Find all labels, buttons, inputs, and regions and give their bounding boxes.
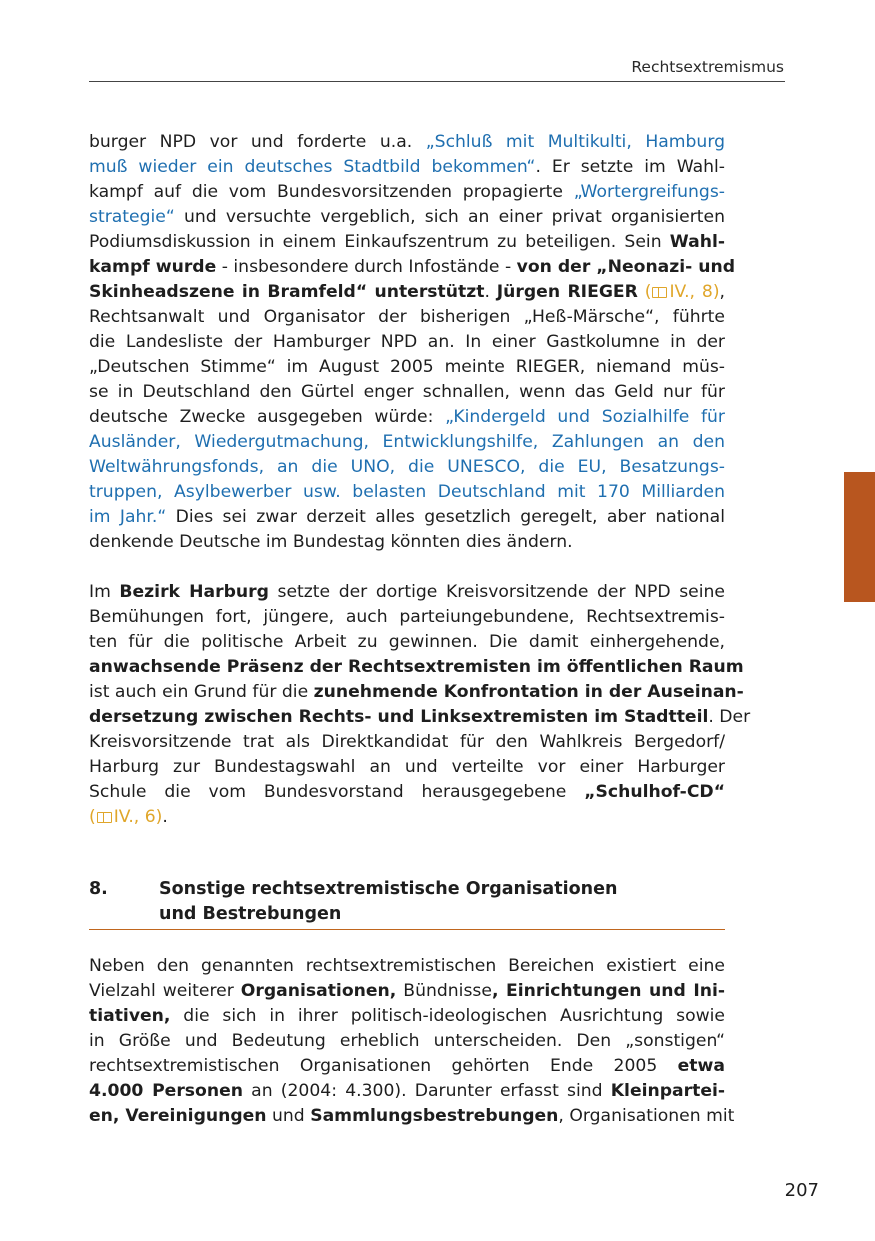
- book-icon: [97, 812, 112, 823]
- text-line: ten für die politische Arbeit zu gewinnen. Die damit einhergehende,: [89, 632, 725, 652]
- paragraph-npd-hamburg: [89, 130, 736, 555]
- quote-line: Ausländer, Wiedergutmachung, Entwicklungshilfe, Zahlungen an den: [89, 432, 725, 452]
- text-line: im Jahr.“ Dies sei zwar derzeit alles gesetzlich geregelt, aber national: [89, 507, 725, 527]
- text-line: Schule die vom Bundesvorstand herausgegebene „Schulhof-CD“: [89, 782, 725, 802]
- text-line: Kreisvorsitzende trat als Direktkandidat für den Wahlkreis Bergedorf/: [89, 732, 725, 752]
- text-line: Vielzahl weiterer Organisationen, Bündnisse, Einrichtungen und Ini-: [89, 981, 725, 1001]
- text-line: kampf wurde - insbesondere durch Infostände - von der „Neonazi- und: [89, 257, 736, 277]
- quote-text: strategie“: [89, 207, 175, 227]
- text-line: ( IV., 6).: [89, 807, 168, 827]
- text-line: 4.000 Personen an (2004: 4.300). Darunter erfasst sind Kleinpartei-: [89, 1081, 726, 1101]
- text-line: burger NPD vor und forderte u.a. „Schluß mit Multikulti, Hamburg: [89, 132, 726, 152]
- chapter-side-tab: [844, 472, 875, 602]
- text-line: muß wieder ein deutsches Stadtbild bekommen“. Er setzte im Wahl-: [89, 157, 725, 177]
- quote-text: im Jahr.“: [89, 507, 167, 527]
- page-number: 207: [784, 1180, 819, 1201]
- cross-reference[interactable]: ( IV., 6): [89, 807, 163, 827]
- quote-text: „Wortergreifungs-: [573, 182, 725, 202]
- text-line: in Größe und Bedeutung erheblich unterscheiden. Den „sonstigen“: [89, 1031, 725, 1051]
- quote-line: Weltwährungsfonds, an die UNO, die UNESCO, die EU, Besatzungs-: [89, 457, 725, 477]
- text-line: kampf auf die vom Bundesvorsitzenden propagierte „Wortergreifungs-: [89, 182, 725, 202]
- text-line: en, Vereinigungen und Sammlungsbestrebungen, Organisationen mit: [89, 1106, 735, 1126]
- text-line: deutsche Zwecke ausgegeben würde: „Kindergeld und Sozialhilfe für: [89, 407, 725, 427]
- text-line: tiativen, die sich in ihrer politisch-ideologischen Ausrichtung sowie: [89, 1006, 725, 1026]
- text-line: ist auch ein Grund für die zunehmende Konfrontation in der Auseinan-: [89, 682, 744, 702]
- text-line: strategie“ und versuchte vergeblich, sich an einer privat organisierten: [89, 207, 725, 227]
- text-line: Harburg zur Bundestagswahl an und verteilte vor einer Harburger: [89, 757, 725, 777]
- quote-text: „Kindergeld und Sozialhilfe für: [445, 407, 725, 427]
- text-line: denkende Deutsche im Bundestag könnten dies ändern.: [89, 532, 573, 552]
- paragraph-sonstige-organisationen: [89, 954, 735, 1129]
- header-rule: [89, 81, 785, 82]
- text-line: Skinheadszene in Bramfeld“ unterstützt. Jürgen RIEGER ( IV., 8),: [89, 282, 725, 302]
- text-line: Neben den genannten rechtsextremistischen Bereichen existiert eine: [89, 956, 725, 976]
- text-line: Im Bezirk Harburg setzte der dortige Kreisvorsitzende der NPD seine: [89, 582, 725, 602]
- quote-line: truppen, Asylbewerber usw. belasten Deutschland mit 170 Milliarden: [89, 482, 725, 502]
- text-line: dersetzung zwischen Rechts- und Linksextremisten im Stadtteil. Der: [89, 707, 751, 727]
- paragraph-bezirk-harburg: [89, 580, 751, 830]
- section-number: 8.: [89, 879, 108, 899]
- quote-text: muß wieder ein deutsches Stadtbild bekommen“: [89, 157, 536, 177]
- book-icon: [652, 287, 667, 298]
- section-rule: [89, 929, 725, 930]
- text-line: Podiumsdiskussion in einem Einkaufszentrum zu beteiligen. Sein Wahl-: [89, 232, 725, 252]
- text-line: „Deutschen Stimme“ im August 2005 meinte RIEGER, niemand müs-: [89, 357, 725, 377]
- section-title: Sonstige rechtsextremistische Organisationen und Bestrebungen: [159, 879, 618, 924]
- text-line: die Landesliste der Hamburger NPD an. In einer Gastkolumne in der: [89, 332, 725, 352]
- text-line: rechtsextremistischen Organisationen gehörten Ende 2005 etwa: [89, 1056, 725, 1076]
- text-line: Rechtsanwalt und Organisator der bisherigen „Heß-Märsche“, führte: [89, 307, 725, 327]
- text-line: Bemühungen fort, jüngere, auch parteiungebundene, Rechtsextremis-: [89, 607, 725, 627]
- quote-text: „Schluß mit Multikulti, Hamburg: [425, 132, 726, 152]
- running-header-title: Rechtsextremismus: [631, 58, 784, 76]
- text-line: anwachsende Präsenz der Rechtsextremisten im öffentlichen Raum: [89, 657, 744, 677]
- text-line: se in Deutschland den Gürtel enger schnallen, wenn das Geld nur für: [89, 382, 725, 402]
- cross-reference[interactable]: ( IV., 8): [644, 282, 720, 302]
